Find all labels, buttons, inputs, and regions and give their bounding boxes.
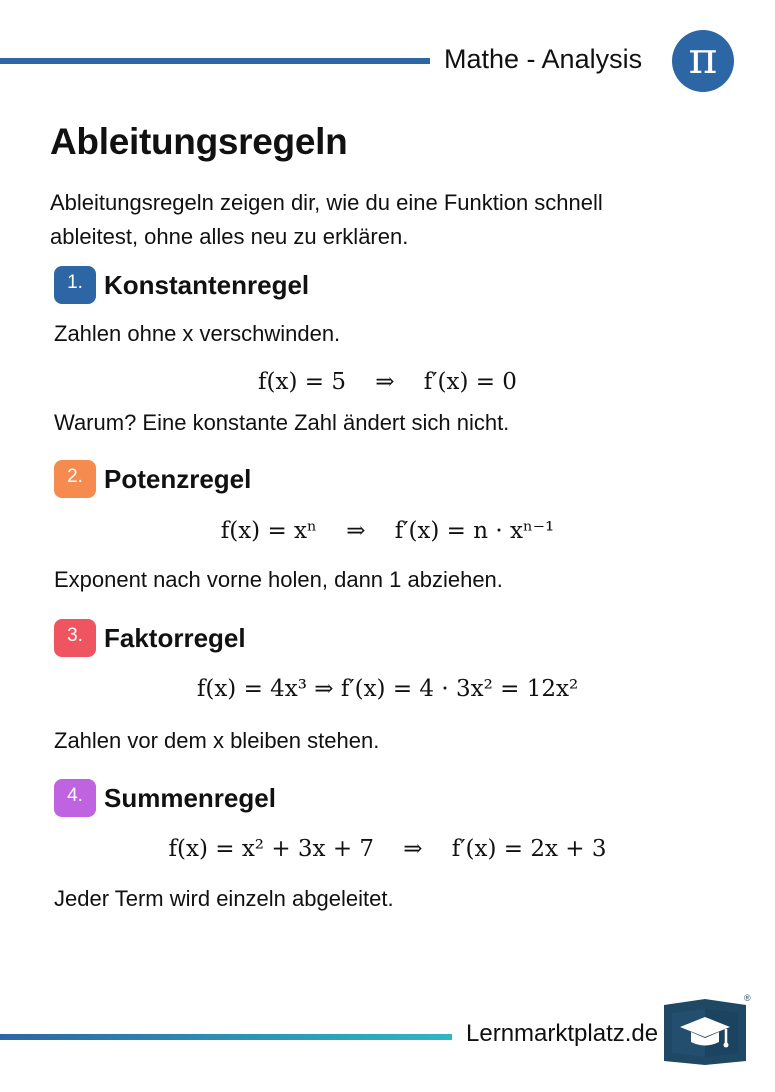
section-potenzregel-heading (54, 460, 251, 498)
page-title: Ableitungsregeln (50, 121, 348, 162)
formula-summenregel: f(x) = x² + 3x + 7 ⇒ f′(x) = 2x + 3 (168, 836, 607, 862)
section-faktorregel-heading (54, 619, 246, 657)
section-title: Konstantenregel (104, 269, 310, 300)
pi-icon: π (672, 30, 734, 92)
section-number-badge: 1. (54, 266, 96, 304)
section-title: Faktorregel (104, 622, 246, 653)
formula-konstantenregel: f(x) = 5 ⇒ f′(x) = 0 (258, 369, 517, 395)
section-summenregel-heading (54, 779, 276, 817)
section-number-badge: 3. (54, 619, 96, 657)
section-number-badge: 4. (54, 779, 96, 817)
book-graduation-cap-icon (664, 999, 746, 1065)
footer-rule (0, 1034, 452, 1040)
section-text: Jeder Term wird einzeln abgeleitet. (54, 886, 394, 911)
section-konstantenregel-heading (54, 266, 309, 304)
header-rule (0, 58, 430, 64)
section-text: Zahlen ohne x verschwinden. (54, 321, 341, 346)
formula-faktorregel: f(x) = 4x³ ⇒ f′(x) = 4 · 3x² = 12x² (196, 676, 579, 702)
subject-label: Mathe - Analysis (444, 44, 643, 74)
section-number-badge: 2. (54, 460, 96, 498)
section-title: Potenzregel (104, 463, 252, 494)
intro-text: Ableitungsregeln zeigen dir, wie du eine Funktion schnell ableitest, ohne alles neu zu erklären. (50, 190, 603, 249)
registered-mark: ® (744, 993, 751, 1003)
formula-potenzregel: f(x) = xⁿ ⇒ f′(x) = n · xⁿ⁻¹ (220, 518, 555, 544)
section-text: Warum? Eine konstante Zahl ändert sich nicht. (54, 410, 510, 435)
brand-name: Lernmarktplatz.de (466, 1020, 659, 1047)
section-text: Exponent nach vorne holen, dann 1 abziehen. (54, 567, 503, 592)
section-text: Zahlen vor dem x bleiben stehen. (54, 728, 380, 753)
section-title: Summenregel (104, 782, 276, 813)
